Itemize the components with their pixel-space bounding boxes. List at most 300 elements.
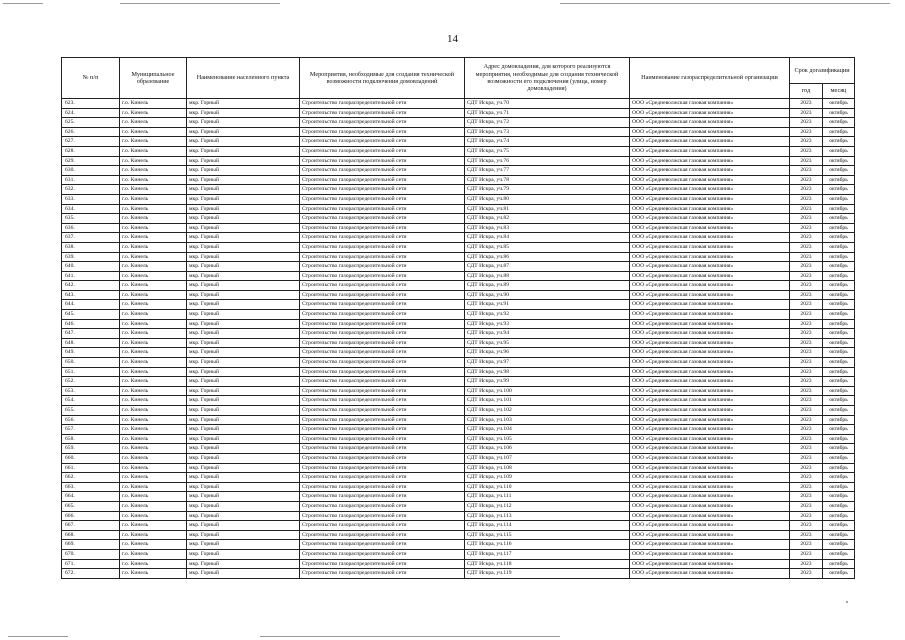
settlement-cell: мкр. Горный (187, 242, 300, 252)
table-row (62, 444, 855, 454)
month-cell: октябрь (823, 118, 855, 128)
header-term: Срок догазификации (790, 58, 855, 84)
year-cell: 2023 (790, 214, 823, 224)
month-cell: октябрь (823, 338, 855, 348)
address-cell: СДТ Искра, уч.112 (465, 501, 630, 511)
address-cell: СДТ Искра, уч.107 (465, 453, 630, 463)
year-cell: 2023 (790, 252, 823, 262)
month-cell: октябрь (823, 569, 855, 579)
row-number: 666. (62, 511, 120, 521)
month-cell: октябрь (823, 434, 855, 444)
event-cell: Строительство газораспределительной сети (300, 540, 465, 550)
address-cell: СДТ Искра, уч.113 (465, 511, 630, 521)
event-cell: Строительство газораспределительной сети (300, 319, 465, 329)
settlement-cell: мкр. Горный (187, 300, 300, 310)
org-cell: ООО «Средневолжская газовая компания» (630, 310, 790, 320)
municipality-cell: г.о. Кинель (120, 290, 187, 300)
municipality-cell: г.о. Кинель (120, 386, 187, 396)
event-cell: Строительство газораспределительной сети (300, 396, 465, 406)
table-row (62, 377, 855, 387)
address-cell: СДТ Искра, уч.82 (465, 214, 630, 224)
settlement-cell: мкр. Горный (187, 137, 300, 147)
month-cell: октябрь (823, 166, 855, 176)
address-cell: СДТ Искра, уч.99 (465, 377, 630, 387)
municipality-cell: г.о. Кинель (120, 156, 187, 166)
row-number: 672. (62, 569, 120, 579)
month-cell: октябрь (823, 242, 855, 252)
address-cell: СДТ Искра, уч.95 (465, 338, 630, 348)
row-number: 649. (62, 348, 120, 358)
row-number: 671. (62, 559, 120, 569)
settlement-cell: мкр. Горный (187, 338, 300, 348)
table-row (62, 348, 855, 358)
address-cell: СДТ Искра, уч.114 (465, 521, 630, 531)
event-cell: Строительство газораспределительной сети (300, 214, 465, 224)
month-cell: октябрь (823, 511, 855, 521)
org-cell: ООО «Средневолжская газовая компания» (630, 338, 790, 348)
address-cell: СДТ Искра, уч.83 (465, 223, 630, 233)
settlement-cell: мкр. Горный (187, 204, 300, 214)
address-cell: СДТ Искра, уч.97 (465, 358, 630, 368)
month-cell: октябрь (823, 473, 855, 483)
settlement-cell: мкр. Горный (187, 482, 300, 492)
year-cell: 2023 (790, 300, 823, 310)
municipality-cell: г.о. Кинель (120, 530, 187, 540)
settlement-cell: мкр. Горный (187, 319, 300, 329)
month-cell: октябрь (823, 396, 855, 406)
year-cell: 2023 (790, 262, 823, 272)
municipality-cell: г.о. Кинель (120, 482, 187, 492)
row-number: 623. (62, 99, 120, 109)
municipality-cell: г.о. Кинель (120, 425, 187, 435)
address-cell: СДТ Искра, уч.73 (465, 127, 630, 137)
year-cell: 2023 (790, 329, 823, 339)
month-cell: октябрь (823, 415, 855, 425)
table-row (62, 223, 855, 233)
row-number: 631. (62, 175, 120, 185)
month-cell: октябрь (823, 501, 855, 511)
table-row (62, 463, 855, 473)
month-cell: октябрь (823, 194, 855, 204)
table-row (62, 473, 855, 483)
month-cell: октябрь (823, 377, 855, 387)
settlement-cell: мкр. Горный (187, 175, 300, 185)
settlement-cell: мкр. Горный (187, 386, 300, 396)
month-cell: октябрь (823, 146, 855, 156)
month-cell: октябрь (823, 521, 855, 531)
municipality-cell: г.о. Кинель (120, 252, 187, 262)
address-cell: СДТ Искра, уч.118 (465, 559, 630, 569)
month-cell: октябрь (823, 108, 855, 118)
table-row (62, 511, 855, 521)
header-settlement: Наименование населенного пункта (187, 58, 300, 99)
header-municipality: Муниципальное образование (120, 58, 187, 99)
address-cell: СДТ Искра, уч.80 (465, 194, 630, 204)
settlement-cell: мкр. Горный (187, 540, 300, 550)
settlement-cell: мкр. Горный (187, 185, 300, 195)
year-cell: 2023 (790, 444, 823, 454)
settlement-cell: мкр. Горный (187, 310, 300, 320)
year-cell: 2023 (790, 166, 823, 176)
row-number: 638. (62, 242, 120, 252)
municipality-cell: г.о. Кинель (120, 127, 187, 137)
event-cell: Строительство газораспределительной сети (300, 146, 465, 156)
org-cell: ООО «Средневолжская газовая компания» (630, 118, 790, 128)
table-row (62, 559, 855, 569)
row-number: 628. (62, 146, 120, 156)
year-cell: 2023 (790, 521, 823, 531)
table-row (62, 146, 855, 156)
table-row (62, 530, 855, 540)
header-month: месяц (823, 84, 855, 99)
row-number: 650. (62, 358, 120, 368)
table-row (62, 156, 855, 166)
year-cell: 2023 (790, 242, 823, 252)
month-cell: октябрь (823, 233, 855, 243)
row-number: 636. (62, 223, 120, 233)
settlement-cell: мкр. Горный (187, 521, 300, 531)
row-number: 643. (62, 290, 120, 300)
municipality-cell: г.о. Кинель (120, 434, 187, 444)
month-cell: октябрь (823, 281, 855, 291)
year-cell: 2023 (790, 492, 823, 502)
event-cell: Строительство газораспределительной сети (300, 492, 465, 502)
event-cell: Строительство газораспределительной сети (300, 99, 465, 109)
address-cell: СДТ Искра, уч.96 (465, 348, 630, 358)
month-cell: октябрь (823, 386, 855, 396)
row-number: 656. (62, 415, 120, 425)
address-cell: СДТ Искра, уч.79 (465, 185, 630, 195)
header-org: Наименование газораспределительной организации (630, 58, 790, 99)
scan-artifact-dot (846, 601, 848, 603)
month-cell: октябрь (823, 444, 855, 454)
address-cell: СДТ Искра, уч.115 (465, 530, 630, 540)
settlement-cell: мкр. Горный (187, 444, 300, 454)
event-cell: Строительство газораспределительной сети (300, 204, 465, 214)
municipality-cell: г.о. Кинель (120, 118, 187, 128)
settlement-cell: мкр. Горный (187, 358, 300, 368)
org-cell: ООО «Средневолжская газовая компания» (630, 166, 790, 176)
settlement-cell: мкр. Горный (187, 511, 300, 521)
event-cell: Строительство газораспределительной сети (300, 415, 465, 425)
org-cell: ООО «Средневолжская газовая компания» (630, 358, 790, 368)
table-row (62, 300, 855, 310)
settlement-cell: мкр. Горный (187, 569, 300, 579)
org-cell: ООО «Средневолжская газовая компания» (630, 549, 790, 559)
org-cell: ООО «Средневолжская газовая компания» (630, 194, 790, 204)
org-cell: ООО «Средневолжская газовая компания» (630, 540, 790, 550)
page-number: 14 (447, 33, 458, 45)
row-number: 647. (62, 329, 120, 339)
municipality-cell: г.о. Кинель (120, 453, 187, 463)
month-cell: октябрь (823, 271, 855, 281)
year-cell: 2023 (790, 223, 823, 233)
event-cell: Строительство газораспределительной сети (300, 549, 465, 559)
org-cell: ООО «Средневолжская газовая компания» (630, 521, 790, 531)
event-cell: Строительство газораспределительной сети (300, 127, 465, 137)
row-number: 634. (62, 204, 120, 214)
month-cell: октябрь (823, 482, 855, 492)
scan-artifact-line (3, 3, 43, 4)
month-cell: октябрь (823, 185, 855, 195)
row-number: 629. (62, 156, 120, 166)
municipality-cell: г.о. Кинель (120, 310, 187, 320)
event-cell: Строительство газораспределительной сети (300, 358, 465, 368)
address-cell: СДТ Искра, уч.98 (465, 367, 630, 377)
scan-artifact-line (260, 636, 560, 637)
row-number: 663. (62, 482, 120, 492)
org-cell: ООО «Средневолжская газовая компания» (630, 569, 790, 579)
settlement-cell: мкр. Горный (187, 214, 300, 224)
org-cell: ООО «Средневолжская газовая компания» (630, 242, 790, 252)
address-cell: СДТ Искра, уч.103 (465, 415, 630, 425)
settlement-cell: мкр. Горный (187, 233, 300, 243)
table-row (62, 242, 855, 252)
row-number: 645. (62, 310, 120, 320)
row-number: 630. (62, 166, 120, 176)
event-cell: Строительство газораспределительной сети (300, 137, 465, 147)
address-cell: СДТ Искра, уч.94 (465, 329, 630, 339)
settlement-cell: мкр. Горный (187, 463, 300, 473)
municipality-cell: г.о. Кинель (120, 521, 187, 531)
settlement-cell: мкр. Горный (187, 290, 300, 300)
event-cell: Строительство газораспределительной сети (300, 242, 465, 252)
org-cell: ООО «Средневолжская газовая компания» (630, 185, 790, 195)
year-cell: 2023 (790, 156, 823, 166)
month-cell: октябрь (823, 175, 855, 185)
year-cell: 2023 (790, 348, 823, 358)
settlement-cell: мкр. Горный (187, 501, 300, 511)
row-number: 642. (62, 281, 120, 291)
org-cell: ООО «Средневолжская газовая компания» (630, 396, 790, 406)
address-cell: СДТ Искра, уч.89 (465, 281, 630, 291)
address-cell: СДТ Искра, уч.78 (465, 175, 630, 185)
year-cell: 2023 (790, 434, 823, 444)
row-number: 662. (62, 473, 120, 483)
settlement-cell: мкр. Горный (187, 530, 300, 540)
event-cell: Строительство газораспределительной сети (300, 118, 465, 128)
month-cell: октябрь (823, 127, 855, 137)
year-cell: 2023 (790, 377, 823, 387)
year-cell: 2023 (790, 396, 823, 406)
settlement-cell: мкр. Горный (187, 156, 300, 166)
year-cell: 2023 (790, 463, 823, 473)
month-cell: октябрь (823, 367, 855, 377)
month-cell: октябрь (823, 425, 855, 435)
address-cell: СДТ Искра, уч.87 (465, 262, 630, 272)
year-cell: 2023 (790, 127, 823, 137)
address-cell: СДТ Искра, уч.84 (465, 233, 630, 243)
org-cell: ООО «Средневолжская газовая компания» (630, 281, 790, 291)
table-row (62, 233, 855, 243)
municipality-cell: г.о. Кинель (120, 108, 187, 118)
header-event: Мероприятия, необходимые для создания технической возможности подключения домовладений (300, 58, 465, 99)
table-row (62, 549, 855, 559)
address-cell: СДТ Искра, уч.104 (465, 425, 630, 435)
table-row (62, 194, 855, 204)
org-cell: ООО «Средневолжская газовая компания» (630, 319, 790, 329)
table-row (62, 415, 855, 425)
org-cell: ООО «Средневолжская газовая компания» (630, 137, 790, 147)
municipality-cell: г.о. Кинель (120, 511, 187, 521)
municipality-cell: г.о. Кинель (120, 406, 187, 416)
year-cell: 2023 (790, 233, 823, 243)
row-number: 659. (62, 444, 120, 454)
settlement-cell: мкр. Горный (187, 434, 300, 444)
settlement-cell: мкр. Горный (187, 271, 300, 281)
org-cell: ООО «Средневолжская газовая компания» (630, 252, 790, 262)
settlement-cell: мкр. Горный (187, 166, 300, 176)
year-cell: 2023 (790, 453, 823, 463)
org-cell: ООО «Средневолжская газовая компания» (630, 290, 790, 300)
month-cell: октябрь (823, 540, 855, 550)
event-cell: Строительство газораспределительной сети (300, 338, 465, 348)
municipality-cell: г.о. Кинель (120, 367, 187, 377)
row-number: 667. (62, 521, 120, 531)
table-row (62, 137, 855, 147)
municipality-cell: г.о. Кинель (120, 348, 187, 358)
year-cell: 2023 (790, 175, 823, 185)
event-cell: Строительство газораспределительной сети (300, 511, 465, 521)
row-number: 625. (62, 118, 120, 128)
month-cell: октябрь (823, 463, 855, 473)
settlement-cell: мкр. Горный (187, 377, 300, 387)
settlement-cell: мкр. Горный (187, 367, 300, 377)
month-cell: октябрь (823, 319, 855, 329)
municipality-cell: г.о. Кинель (120, 271, 187, 281)
year-cell: 2023 (790, 358, 823, 368)
address-cell: СДТ Искра, уч.86 (465, 252, 630, 262)
event-cell: Строительство газораспределительной сети (300, 290, 465, 300)
address-cell: СДТ Искра, уч.75 (465, 146, 630, 156)
table-row (62, 271, 855, 281)
table-row (62, 99, 855, 109)
table-row (62, 482, 855, 492)
settlement-cell: мкр. Горный (187, 194, 300, 204)
month-cell: октябрь (823, 559, 855, 569)
event-cell: Строительство газораспределительной сети (300, 482, 465, 492)
org-cell: ООО «Средневолжская газовая компания» (630, 108, 790, 118)
org-cell: ООО «Средневолжская газовая компания» (630, 204, 790, 214)
row-number: 641. (62, 271, 120, 281)
event-cell: Строительство газораспределительной сети (300, 434, 465, 444)
org-cell: ООО «Средневолжская газовая компания» (630, 175, 790, 185)
address-cell: СДТ Искра, уч.91 (465, 300, 630, 310)
row-number: 651. (62, 367, 120, 377)
event-cell: Строительство газораспределительной сети (300, 530, 465, 540)
event-cell: Строительство газораспределительной сети (300, 166, 465, 176)
address-cell: СДТ Искра, уч.109 (465, 473, 630, 483)
table-row (62, 185, 855, 195)
org-cell: ООО «Средневолжская газовая компания» (630, 501, 790, 511)
scan-artifact-line (8, 636, 68, 637)
scan-artifact-line (120, 3, 280, 4)
year-cell: 2023 (790, 501, 823, 511)
table-row (62, 204, 855, 214)
year-cell: 2023 (790, 367, 823, 377)
event-cell: Строительство газораспределительной сети (300, 386, 465, 396)
municipality-cell: г.о. Кинель (120, 492, 187, 502)
table-row (62, 434, 855, 444)
settlement-cell: мкр. Горный (187, 108, 300, 118)
event-cell: Строительство газораспределительной сети (300, 453, 465, 463)
event-cell: Строительство газораспределительной сети (300, 300, 465, 310)
row-number: 653. (62, 386, 120, 396)
event-cell: Строительство газораспределительной сети (300, 310, 465, 320)
table-row (62, 118, 855, 128)
year-cell: 2023 (790, 415, 823, 425)
municipality-cell: г.о. Кинель (120, 396, 187, 406)
table-row (62, 166, 855, 176)
year-cell: 2023 (790, 540, 823, 550)
address-cell: СДТ Искра, уч.110 (465, 482, 630, 492)
org-cell: ООО «Средневолжская газовая компания» (630, 406, 790, 416)
municipality-cell: г.о. Кинель (120, 473, 187, 483)
month-cell: октябрь (823, 406, 855, 416)
municipality-cell: г.о. Кинель (120, 501, 187, 511)
address-cell: СДТ Искра, уч.111 (465, 492, 630, 502)
table-row (62, 521, 855, 531)
municipality-cell: г.о. Кинель (120, 281, 187, 291)
event-cell: Строительство газораспределительной сети (300, 233, 465, 243)
year-cell: 2023 (790, 473, 823, 483)
table-row (62, 175, 855, 185)
row-number: 646. (62, 319, 120, 329)
table-row (62, 290, 855, 300)
row-number: 637. (62, 233, 120, 243)
org-cell: ООО «Средневолжская газовая компания» (630, 386, 790, 396)
month-cell: октябрь (823, 262, 855, 272)
address-cell: СДТ Искра, уч.116 (465, 540, 630, 550)
org-cell: ООО «Средневолжская газовая компания» (630, 223, 790, 233)
month-cell: октябрь (823, 358, 855, 368)
event-cell: Строительство газораспределительной сети (300, 329, 465, 339)
month-cell: октябрь (823, 530, 855, 540)
event-cell: Строительство газораспределительной сети (300, 175, 465, 185)
table-row (62, 386, 855, 396)
settlement-cell: мкр. Горный (187, 348, 300, 358)
org-cell: ООО «Средневолжская газовая компания» (630, 482, 790, 492)
event-cell: Строительство газораспределительной сети (300, 377, 465, 387)
municipality-cell: г.о. Кинель (120, 358, 187, 368)
event-cell: Строительство газораспределительной сети (300, 252, 465, 262)
table-row (62, 329, 855, 339)
header-num: № п/п (62, 58, 120, 99)
year-cell: 2023 (790, 549, 823, 559)
table-row (62, 319, 855, 329)
settlement-cell: мкр. Горный (187, 262, 300, 272)
header-year: год (790, 84, 823, 99)
settlement-cell: мкр. Горный (187, 127, 300, 137)
address-cell: СДТ Искра, уч.76 (465, 156, 630, 166)
year-cell: 2023 (790, 569, 823, 579)
year-cell: 2023 (790, 146, 823, 156)
settlement-cell: мкр. Горный (187, 146, 300, 156)
address-cell: СДТ Искра, уч.101 (465, 396, 630, 406)
event-cell: Строительство газораспределительной сети (300, 348, 465, 358)
address-cell: СДТ Искра, уч.81 (465, 204, 630, 214)
municipality-cell: г.о. Кинель (120, 146, 187, 156)
month-cell: октябрь (823, 137, 855, 147)
municipality-cell: г.о. Кинель (120, 99, 187, 109)
settlement-cell: мкр. Горный (187, 559, 300, 569)
month-cell: октябрь (823, 214, 855, 224)
event-cell: Строительство газораспределительной сети (300, 559, 465, 569)
municipality-cell: г.о. Кинель (120, 223, 187, 233)
year-cell: 2023 (790, 511, 823, 521)
row-number: 664. (62, 492, 120, 502)
table-row (62, 214, 855, 224)
